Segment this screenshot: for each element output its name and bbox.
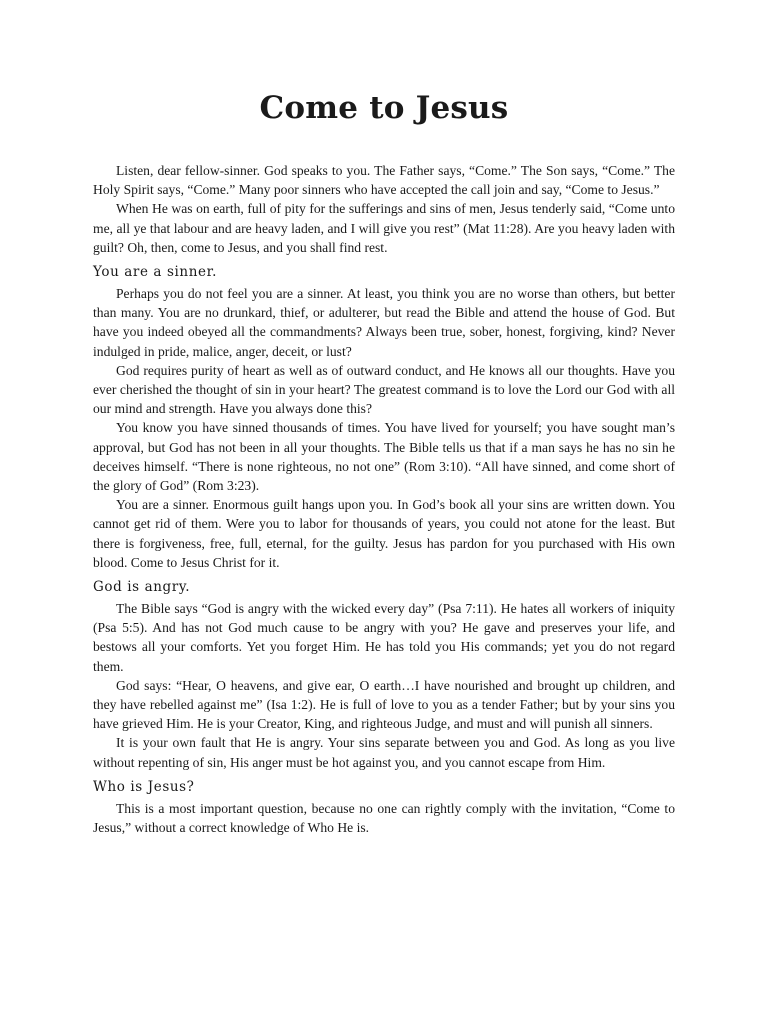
paragraph: The Bible says “God is angry with the wicked every day” (Psa 7:11). He hates all workers of iniquity (Psa 5:5). And has not God much cause to be angry with you? He gave and preserves your life, and bestows all your comforts. Yet you forget Him. He has told you His commands; yet you do not regard them. (93, 601, 675, 674)
paragraph: It is your own fault that He is angry. Your sins separate between you and God. As long as you live without repenting of sin, His anger must be hot against you, and you cannot escape from Him. (93, 735, 675, 770)
paragraph: You are a sinner. Enormous guilt hangs upon you. In God’s book all your sins are written down. You cannot get rid of them. Were you to labor for thousands of years, you could not atone for the least. But there is forgiveness, free, full, eternal, for the guilty. Jesus has pardon for you purchased with His own blood. Come to Jesus Christ for it. (93, 497, 675, 570)
page-title: Come to Jesus (259, 90, 509, 126)
paragraph: God requires purity of heart as well as of outward conduct, and He knows all our thoughts. Have you ever cherished the thought of sin in your heart? The greatest command is to love the Lord our God with all our mind and strength. Have you always done this? (93, 362, 675, 417)
section-heading: Who is Jesus? (93, 778, 195, 795)
section-heading: You are a sinner. (93, 264, 218, 281)
paragraph: You know you have sinned thousands of times. You have lived for yourself; you have sought man’s approval, but God has not been in all your thoughts. The Bible tells us that if a man says he has no sin he deceives himself. “There is none righteous, no not one” (Rom 3:10). “All have sinned, and come short of the glory of God” (Rom 3:23). (93, 420, 675, 494)
paragraph: God says: “Hear, O heavens, and give ear, O earth…I have nourished and brought up children, and they have rebelled against me” (Isa 1:2). He is full of love to you as a tender Father; but by your sins you have grieved Him. He is your Creator, King, and righteous Judge, and must and will punish all sinners. (93, 677, 675, 732)
paragraph: Perhaps you do not feel you are a sinner. At least, you think you are no worse than others, but better than many. You are no drunkard, thief, or adulterer, but read the Bible and attend the house of God. But have you indeed obeyed all the commandments? Always been true, sober, honest, forgiving, kind? Never indulged in pride, malice, anger, deceit, or lust? (93, 286, 675, 359)
document-body (93, 161, 675, 837)
paragraph: When He was on earth, full of pity for the sufferings and sins of men, Jesus tenderly said, “Come unto me, all ye that labour and are heavy laden, and I will give you rest” (Mat 11:28). Are you heavy laden with guilt? Oh, then, come to Jesus, and you shall find rest. (93, 201, 675, 255)
section-heading: God is angry. (93, 579, 191, 596)
paragraph: Listen, dear fellow-sinner. God speaks to you. The Father says, “Come.” The Son says, “Come.” The Holy Spirit says, “Come.” Many poor sinners who have accepted the call join and say, “Come to Jesus.” (93, 163, 675, 198)
paragraph: This is a most important question, because no one can rightly comply with the invitation, “Come to Jesus,” without a correct knowledge of Who He is. (93, 800, 675, 836)
